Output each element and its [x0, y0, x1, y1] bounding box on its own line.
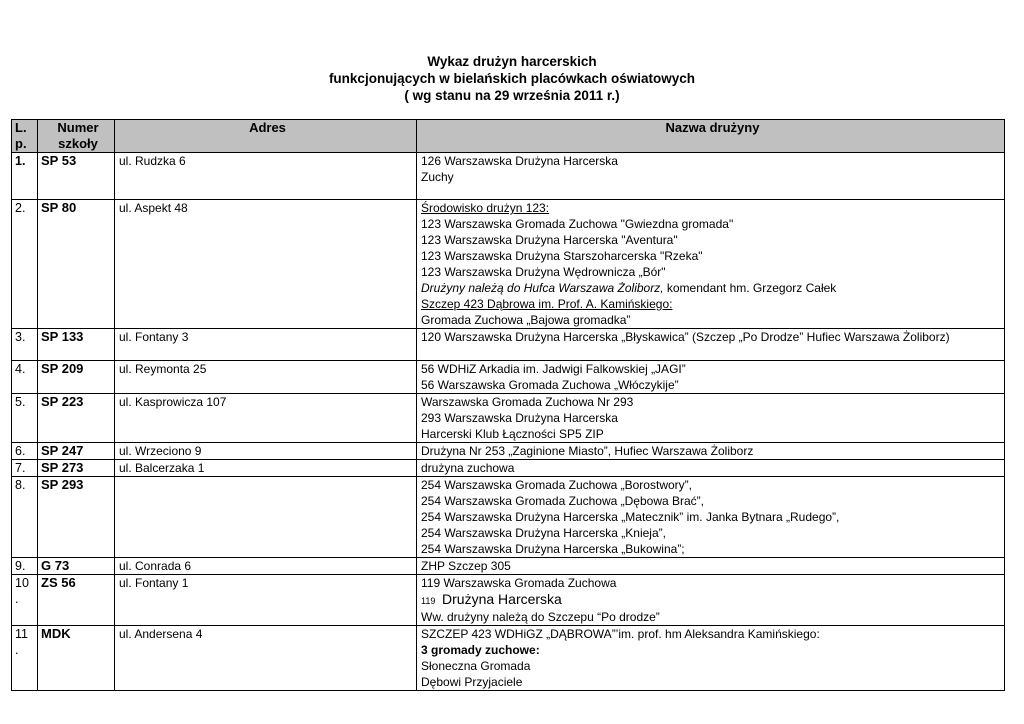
nazwa-line: 119 Warszawska Gromada Zuchowa — [421, 576, 617, 590]
nazwa-line: 3 gromady zuchowe: — [421, 643, 540, 657]
nazwa-line: 254 Warszawska Drużyna Harcerska „Knieja”, — [421, 526, 666, 540]
row-nazwa — [417, 477, 1005, 558]
nazwa-line: 123 Warszawska Gromada Zuchowa "Gwiezdna gromada" — [421, 217, 734, 231]
row-lp: 5. — [12, 394, 38, 443]
table-row — [12, 394, 1005, 443]
row-numer: MDK — [38, 626, 115, 691]
row-nazwa — [417, 394, 1005, 443]
row-numer: SP 273 — [38, 460, 115, 477]
row-numer: SP 80 — [38, 200, 115, 329]
nazwa-line: 56 Warszawska Gromada Zuchowa „Włóczykije” — [421, 378, 679, 392]
table-row — [12, 329, 1005, 361]
nazwa-line: Drużyna Harcerska — [442, 591, 562, 607]
row-numer: SP 209 — [38, 361, 115, 394]
row-lp — [12, 575, 38, 626]
header-lp-line-2: p. — [15, 136, 27, 151]
row-adres: ul. Conrada 6 — [115, 558, 417, 575]
nazwa-line: 56 WDHiZ Arkadia im. Jadwigi Falkowskiej „JAGI” — [421, 362, 686, 376]
row-nazwa — [417, 153, 1005, 200]
nazwa-line: 254 Warszawska Gromada Zuchowa „Dębowa Brać”, — [421, 494, 704, 508]
nazwa-line: 254 Warszawska Drużyna Harcerska „Bukowina”; — [421, 542, 685, 556]
row-nazwa — [417, 200, 1005, 329]
row-nazwa — [417, 443, 1005, 460]
row-lp: 3. — [12, 329, 38, 361]
row-nazwa — [417, 575, 1005, 626]
table-row — [12, 443, 1005, 460]
nazwa-line: Drużyna Nr 253 „Zaginione Miasto”, Hufiec Warszawa Żoliborz — [421, 444, 754, 458]
nazwa-line: 119 — [421, 596, 436, 606]
row-nazwa — [417, 460, 1005, 477]
row-adres: ul. Fontany 1 — [115, 575, 417, 626]
nazwa-line: Środowisko drużyn 123: — [421, 201, 550, 215]
header-lp-line-1: L. — [15, 120, 27, 135]
header-numer-line-2: szkoły — [58, 136, 98, 151]
row-lp: 4. — [12, 361, 38, 394]
nazwa-line: Dębowi Przyjaciele — [421, 675, 523, 689]
row-adres — [115, 477, 417, 558]
row-lp-line: 10 — [15, 576, 29, 590]
nazwa-line: Warszawska Gromada Zuchowa Nr 293 — [421, 395, 634, 409]
nazwa-line: 293 Warszawska Drużyna Harcerska — [421, 411, 618, 425]
header-numer — [38, 120, 115, 153]
nazwa-line: drużyna zuchowa — [421, 461, 515, 475]
document-title — [0, 53, 1024, 104]
nazwa-line: 254 Warszawska Drużyna Harcerska „Matecznik” im. Janka Bytnara „Rudego”, — [421, 510, 840, 524]
nazwa-line: 254 Warszawska Gromada Zuchowa „Borostwory”, — [421, 478, 692, 492]
row-adres: ul. Reymonta 25 — [115, 361, 417, 394]
row-lp-line: . — [15, 592, 19, 606]
row-numer: SP 223 — [38, 394, 115, 443]
nazwa-line: Szczep 423 Dąbrowa im. Prof. A. Kamińskiego: — [421, 297, 673, 311]
row-adres: ul. Andersena 4 — [115, 626, 417, 691]
row-numer: SP 247 — [38, 443, 115, 460]
row-adres: ul. Wrzeciono 9 — [115, 443, 417, 460]
table-row — [12, 477, 1005, 558]
row-lp: 1. — [12, 153, 38, 200]
nazwa-line: komendant hm. Grzegorz Całek — [663, 281, 837, 295]
row-lp-line: . — [15, 643, 19, 657]
table-row — [12, 626, 1005, 691]
row-adres: ul. Rudzka 6 — [115, 153, 417, 200]
row-adres: ul. Fontany 3 — [115, 329, 417, 361]
row-nazwa — [417, 626, 1005, 691]
row-nazwa — [417, 558, 1005, 575]
row-lp: 6. — [12, 443, 38, 460]
nazwa-line: Harcerski Klub Łączności SP5 ZIP — [421, 427, 604, 441]
nazwa-line: 123 Warszawska Drużyna Harcerska "Aventura" — [421, 233, 678, 247]
row-lp — [12, 626, 38, 691]
table-row — [12, 200, 1005, 329]
row-adres: ul. Balcerzaka 1 — [115, 460, 417, 477]
header-numer-line-1: Numer — [57, 120, 99, 135]
row-lp: 7. — [12, 460, 38, 477]
table-row — [12, 558, 1005, 575]
table-header-row — [12, 120, 1005, 153]
row-numer: SP 133 — [38, 329, 115, 361]
nazwa-line: 120 Warszawska Drużyna Harcerska „Błyskawica” (Szczep „Po Drodze” Hufiec Warszawa Żoliborz) — [421, 330, 950, 344]
nazwa-line: 126 Warszawska Drużyna Harcerska — [421, 154, 618, 168]
row-nazwa — [417, 361, 1005, 394]
nazwa-line: SZCZEP 423 WDHiGZ „DĄBROWA”’im. prof. hm Aleksandra Kamińskiego: — [421, 627, 820, 641]
nazwa-line: 123 Warszawska Drużyna Wędrownicza „Bór" — [421, 265, 666, 279]
row-lp: 2. — [12, 200, 38, 329]
row-numer: SP 53 — [38, 153, 115, 200]
header-adres: Adres — [115, 120, 417, 153]
row-lp: 8. — [12, 477, 38, 558]
table-row — [12, 460, 1005, 477]
nazwa-line: Słoneczna Gromada — [421, 659, 531, 673]
nazwa-line: ZHP Szczep 305 — [421, 559, 511, 573]
row-adres: ul. Kasprowicza 107 — [115, 394, 417, 443]
teams-table — [11, 119, 1005, 691]
title-line-3: ( wg stanu na 29 września 2011 r.) — [404, 88, 620, 103]
table-row — [12, 153, 1005, 200]
nazwa-line: Drużyny należą do Hufca Warszawa Żoliborz, — [421, 281, 664, 295]
header-nazwa: Nazwa drużyny — [417, 120, 1005, 153]
nazwa-line: Zuchy — [421, 170, 454, 184]
nazwa-line: Ww. drużyny należą do Szczepu “Po drodze” — [421, 610, 660, 624]
table-row — [12, 575, 1005, 626]
row-numer: ZS 56 — [38, 575, 115, 626]
nazwa-line: Gromada Zuchowa „Bajowa gromadka” — [421, 313, 631, 327]
header-lp — [12, 120, 38, 153]
row-lp-line: 11 — [15, 627, 28, 641]
row-adres: ul. Aspekt 48 — [115, 200, 417, 329]
table-row — [12, 361, 1005, 394]
row-lp: 9. — [12, 558, 38, 575]
title-line-2: funkcjonujących w bielańskich placówkach oświatowych — [328, 71, 696, 86]
title-line-1: Wykaz drużyn harcerskich — [427, 54, 597, 69]
row-numer: SP 293 — [38, 477, 115, 558]
row-numer: G 73 — [38, 558, 115, 575]
nazwa-line: 123 Warszawska Drużyna Starszoharcerska "Rzeka" — [421, 249, 703, 263]
row-nazwa — [417, 329, 1005, 361]
